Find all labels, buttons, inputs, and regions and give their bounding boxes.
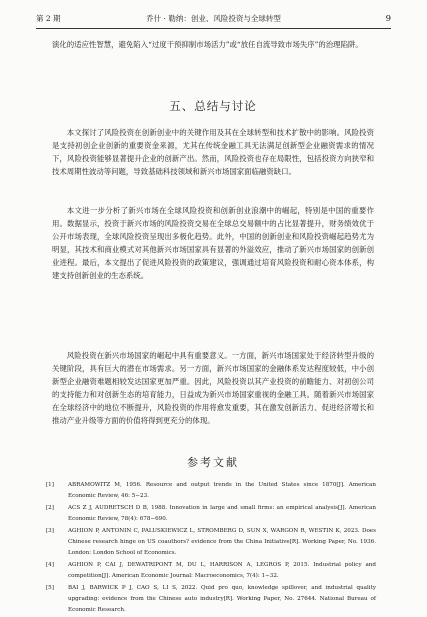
issue-label: 第 2 期	[36, 14, 61, 23]
running-head	[36, 12, 391, 26]
reference-number: [3]	[46, 528, 54, 534]
reference-number: [2]	[46, 505, 54, 511]
reference-item	[46, 526, 376, 559]
body-paragraph-1: 本文探讨了风险投资在创新创业中的关键作用及其在全球转型和技术扩散中的影响。风险投资是支持初创企业创新的重要资金来源，尤其在传统金融工具无法满足创新型企业融资需求的情况下，风险投资能够显著提升企业的创新产出。然而，风险投资也存在局限性，包括投资方向狭窄和技术周期性波动等问题，导致基础科技领域和新兴市场国家面临融资缺口。	[52, 128, 374, 176]
reference-text: ABRAMOWITZ M, 1956. Resource and output trends in the United States since 1870[J]. American Economic Review, 46: 5−23.	[68, 482, 376, 499]
reference-item	[46, 480, 376, 502]
body-paragraph-2: 本文进一步分析了新兴市场在全球风险投资和创新创业浪潮中的崛起，特别是中国的重要作用。数据显示，投资于新兴市场的风险投资交易在全球总交易额中的占比显著提升，财务绩效优于公开市场表现，全球风险投资呈现出多极化趋势。此外，中国的创新创业和风险投资崛起趋势尤为明显，其技术和商业模式对其他新兴市场国家具有显著的外溢效应，推动了新兴市场国家的创新创业进程。最后，本文提出了促进风险投资的政策建议，强调通过培育风险投资和耐心资本体系，构建支持创新创业的生态系统。	[52, 206, 374, 280]
reference-item	[46, 583, 376, 616]
reference-item	[46, 560, 376, 582]
continuation-paragraph: 演化的适应性智慧，避免陷入“过度干预抑制市场活力”或“放任自流导致市场失序”的治理陷阱。	[52, 40, 363, 49]
references-heading: 参考文献	[187, 456, 239, 469]
section-heading: 五、总结与讨论	[169, 99, 257, 113]
reference-item	[46, 503, 376, 525]
reference-number: [5]	[46, 585, 54, 591]
page-number: 9	[385, 14, 391, 24]
reference-list	[46, 480, 376, 617]
reference-text: ACS Z J, AUDRETSCH D B, 1988. Innovation in large and small firms: an empirical analysis[J]. American Economic Review, 78(4): 678−690.	[68, 505, 376, 522]
reference-text: AGHION P, CAI J, DEWATRIPONT M, DU L, HARRISON A, LEGROS P, 2015. Industrial policy and competition[J]. American Economic Journal: Macroeconomics, 7(4): 1−32.	[68, 562, 376, 579]
reference-text: BAI J, BARWICK P J, CAO S, LI S, 2022. Quid pro quo, knowledge spillover, and industrial quality upgrading: evidence from the Chinese auto industry[R]. Working Paper, No. 27644. National Bureau of Economic Research.	[68, 585, 376, 613]
header-rule	[36, 28, 391, 29]
running-title: 乔什 · 勒纳：创业、风险投资与全球转型	[146, 14, 281, 23]
reference-number: [1]	[46, 482, 54, 488]
body-paragraph-3: 风险投资在新兴市场国家的崛起中具有重要意义。一方面，新兴市场国家处于经济转型升级的关键阶段，具有巨大的潜在市场需求。另一方面，新兴市场国家的金融体系发达程度较低，中小创新型企业融资难题相较发达国家更加严重。因此，风险投资以其产业投资的前瞻能力、对初创公司的支持能力和对创新生态的培育能力，日益成为新兴市场国家重视的金融工具。随着新兴市场国家在全球经济中的地位不断提升，风险投资的作用将愈发重要，其在激发创新活力、促进经济增长和推动产业升级等方面的价值将得到更充分的体现。	[52, 351, 374, 425]
reference-number: [4]	[46, 562, 54, 568]
reference-text: AGHION P, ANTONIN C, PALUSKIEWICZ L, STROMBERG D, SUN X, WARGON R, WESTIN K, 2023. Does Chinese research hinge on US coauthors? evidence from the China Initiative[R]. Working Paper, No. 1936. London: London School of Economics.	[68, 528, 376, 556]
